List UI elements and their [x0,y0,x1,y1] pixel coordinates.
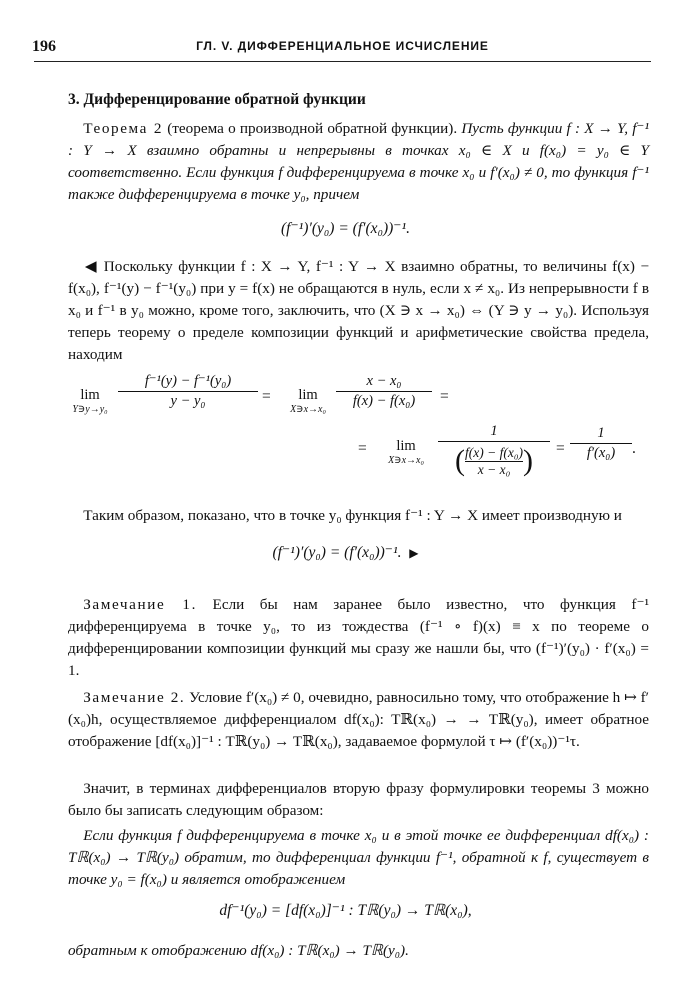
remark-1 [68,594,649,682]
fraction-4-numerator: 1 [597,425,605,441]
fraction-4 [570,425,632,462]
closing-intro: Значит, в терминах дифференциалов вторую фразу формулировки теоремы 3 можно было бы записать следующим образом: [68,780,649,819]
limit-3-subscript: X∋x→x₀ [388,455,424,466]
section-title: 3. Дифференцирование обратной функции [68,91,366,108]
limit-1: lim Y∋y→y₀ [60,387,120,415]
limit-2: lim X∋x→x₀ [276,387,340,415]
proof-end-mark: ▶ [409,546,419,560]
fraction-3-numerator: 1 [490,423,498,439]
fraction-4-denominator: f′(x₀) [570,443,632,462]
inner-numerator: f(x) − f(x₀) [464,444,524,460]
proof-conclusion: Таким образом, показано, что в точке y₀ функция f⁻¹ : Y → X имеет производную и [83,507,622,524]
proof-text: Поскольку функции f : X → Y, f⁻¹ : Y → X взаимно обратны, то величины f(x) − f(x₀), f⁻¹(y) − f⁻¹(y₀) при y = f(x) не обращаются в нуль, если x ≠ x₀. Из непрерывности f в x₀ и f⁻¹ в y₀ можно, кроме того, заключить, что (X ∋ x → x₀) ⇔ (Y ∋ y → y₀). Используя теперь теорему о пределе композиции функций и арифметические свойства предела, находим [68,258,650,363]
final-period: . [632,440,636,457]
fraction-2 [336,373,432,410]
conclusion-formula: (f⁻¹)′(y₀) = (f′(x₀))⁻¹. ▶ [272,544,419,561]
theorem-statement: Пусть функции f : X → Y, f⁻¹ : Y → X взаимно обратны и непрерывны в точках x₀ ∈ X и f(x₀) = y₀ ∈ Y соответственно. Если функция f дифференцируема в точке x₀ и f′(x₀) ≠ 0, то функция f⁻¹ также дифференцируема в точке y₀, причем [68,120,649,203]
remark-1-text: Если бы нам заранее было известно, что функция f⁻¹ дифференцируема в точке y₀, то из тождества (f⁻¹ ∘ f)(x) ≡ x по теореме о дифференцировании композиции функций мы сразу же нашли бы, что (f⁻¹)′(y₀) · f′(x₀) = 1. [68,596,650,679]
equals-sign: = [262,388,271,405]
theorem-label: Теорема 2 [83,120,164,137]
fraction-2-denominator: f(x) − f(x₀) [336,391,432,410]
remark-2-text: Условие f′(x₀) ≠ 0, очевидно, равносильно тому, что отображение h ↦ f′(x₀)h, осуществляемое дифференциалом df(x₀): Tℝ(x₀) → → Tℝ(y₀), имеет обратное отображение [df(x₀)]⁻¹ : Tℝ(y₀) → Tℝ(x₀), задаваемое формулой τ ↦ (f′(x₀))⁻¹τ. [68,689,650,750]
inner-denominator: x − x₀ [465,461,523,478]
theorem-name: (теорема о производной обратной функции) [167,120,454,137]
closing-statement: Если функция f дифференцируема в точке x₀ и в этой точке ее дифференциал df(x₀) : Tℝ(x₀) → Tℝ(y₀) обратим, то дифференциал функции f⁻¹, обратной к f, существует в точке y₀ = f(x₀) и является отображением [68,827,649,888]
equals-sign: = [556,440,565,457]
fraction-1-denominator: y − y₀ [118,391,258,410]
theorem-formula: (f⁻¹)′(y₀) = (f′(x₀))⁻¹. [281,220,410,237]
closing-formula: df⁻¹(y₀) = [df(x₀)]⁻¹ : Tℝ(y₀) → Tℝ(x₀), [219,902,472,919]
page-number: 196 [32,38,56,55]
equals-sign: = [358,440,367,457]
fraction-3 [438,423,550,478]
limit-3: lim X∋x→x₀ [374,438,438,466]
closing-final: обратным к отображению df(x₀) : Tℝ(x₀) → Tℝ(y₀). [68,942,409,959]
fraction-3-denominator: ( $\frac{\text{f(x) − f(x₀)}}{\text{x − x₀}}$ ) [438,441,550,478]
header-rule [34,61,651,62]
proof-start-mark: ◀ [83,258,99,275]
theorem-block: Теорема 2 (теорема о производной обратной функции). Пусть функции f : X → Y, f⁻¹ : Y → X взаимно обратны и непрерывны в точках x₀ ∈ X и f(x₀) = y₀ ∈ Y соответственно. Если функция f дифференцируема в точке x₀ и f′(x₀) ≠ 0, то функция f⁻¹ также дифференцируема в точке y₀, причем [68,120,649,203]
running-header [32,38,653,60]
remark-2 [68,687,649,753]
proof-block [68,256,649,366]
fraction-2-numerator: x − x₀ [366,373,402,389]
running-title: ГЛ. V. ДИФФЕРЕНЦИАЛЬНОЕ ИСЧИСЛЕНИЕ [196,39,489,53]
remark-1-label: Замечание 1. [83,596,198,613]
limit-1-subscript: Y∋y→y₀ [72,404,108,415]
fraction-1-numerator: f⁻¹(y) − f⁻¹(y₀) [144,373,232,389]
limit-2-subscript: X∋x→x₀ [290,404,326,415]
remark-2-label: Замечание 2. [83,689,186,706]
equals-sign: = [440,388,449,405]
fraction-1 [118,373,258,410]
